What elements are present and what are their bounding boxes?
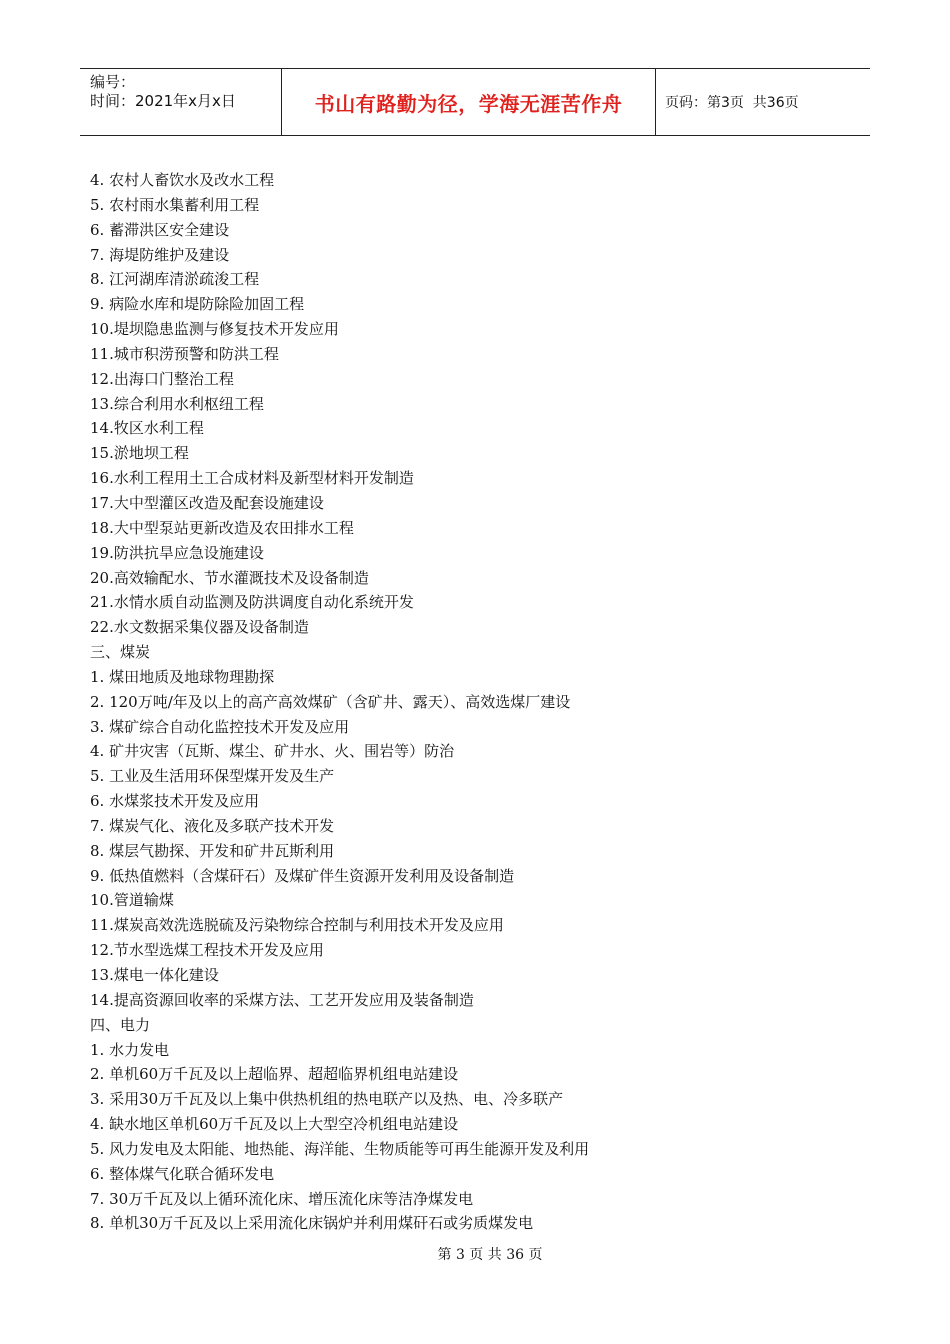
time-label: 时间：2021年x月x日 [90,92,236,110]
list-item: 15.淤地坝工程 [90,444,189,463]
header-motto: 书山有路勤为径，学海无涯苦作舟 [282,69,656,135]
list-item: 8. 单机30万千瓦及以上采用流化床锅炉并利用煤矸石或劣质煤发电 [90,1214,534,1233]
list-item: 6. 水煤浆技术开发及应用 [90,792,260,811]
list-item: 3. 煤矿综合自动化监控技术开发及应用 [90,717,350,736]
list-item: 13.煤电一体化建设 [90,966,219,984]
header-page-info-cell [655,69,870,135]
list-item: 19.防洪抗旱应急设施建设 [90,543,264,562]
list-item: 11.煤炭高效洗选脱硫及污染物综合控制与利用技术开发及应用 [90,916,504,935]
page-footer: 第 3 页 共 36 页 [437,1247,543,1263]
list-item: 17.大中型灌区改造及配套设施建设 [90,493,324,512]
list-item: 5. 工业及生活用环保型煤开发及生产 [90,767,335,786]
list-item: 10.堤坝隐患监测与修复技术开发应用 [90,320,339,339]
list-item: 9. 低热值燃料（含煤矸石）及煤矿伴生资源开发利用及设备制造 [90,866,515,885]
list-item: 13.综合利用水利枢纽工程 [90,394,264,413]
list-item: 14.提高资源回收率的采煤方法、工艺开发应用及装备制造 [90,990,474,1009]
document-body [90,168,870,1236]
list-item: 8. 江河湖库清淤疏浚工程 [90,270,260,289]
list-item: 1. 水力发电 [90,1040,170,1059]
list-item: 21.水情水质自动监测及防洪调度自动化系统开发 [90,593,414,612]
page-header [80,68,870,136]
list-item: 7. 海堤防维护及建设 [90,245,230,264]
list-item: 4. 缺水地区单机60万千瓦及以上大型空冷机组电站建设 [90,1115,459,1134]
list-item: 10.管道输煤 [90,891,174,910]
list-item: 9. 病险水库和堤防除险加固工程 [90,295,305,314]
serial-label: 编号： [90,73,136,91]
list-item: 5. 农村雨水集蓄利用工程 [90,195,260,214]
list-item: 4. 农村人畜饮水及改水工程 [90,171,275,189]
list-item: 2. 单机60万千瓦及以上超临界、超超临界机组电站建设 [90,1065,459,1084]
section-heading: 四、电力 [90,1015,151,1034]
section-heading: 三、煤炭 [90,643,151,662]
list-item: 1. 煤田地质及地球物理勘探 [90,667,275,686]
list-item: 7. 30万千瓦及以上循环流化床、增压流化床等洁净煤发电 [90,1189,474,1208]
list-item: 18.大中型泵站更新改造及农田排水工程 [90,518,354,537]
list-item: 8. 煤层气勘探、开发和矿井瓦斯利用 [90,841,335,860]
list-item: 3. 采用30万千瓦及以上集中供热机组的热电联产以及热、电、冷多联产 [90,1090,564,1109]
list-item: 22.水文数据采集仪器及设备制造 [90,618,309,637]
header-meta-cell [80,69,282,135]
list-item: 6. 蓄滞洪区安全建设 [90,220,230,239]
list-item: 20.高效输配水、节水灌溉技术及设备制造 [90,568,369,587]
list-item: 2. 120万吨/年及以上的高产高效煤矿（含矿井、露天）、高效选煤厂建设 [90,692,571,711]
list-item: 14.牧区水利工程 [90,419,204,438]
list-item: 7. 煤炭气化、液化及多联产技术开发 [90,816,335,835]
list-item: 16.水利工程用土工合成材料及新型材料开发制造 [90,469,414,488]
list-item: 5. 风力发电及太阳能、地热能、海洋能、生物质能等可再生能源开发及利用 [90,1139,590,1158]
list-item: 11.城市积涝预警和防洪工程 [90,344,279,363]
list-item: 12.出海口门整治工程 [90,369,234,388]
list-item: 12.节水型选煤工程技术开发及应用 [90,941,324,960]
list-item: 6. 整体煤气化联合循环发电 [90,1164,275,1183]
header-page-info: 页码：第3页 共36页 [665,95,799,111]
list-item: 4. 矿井灾害（瓦斯、煤尘、矿井水、火、围岩等）防治 [90,742,455,761]
